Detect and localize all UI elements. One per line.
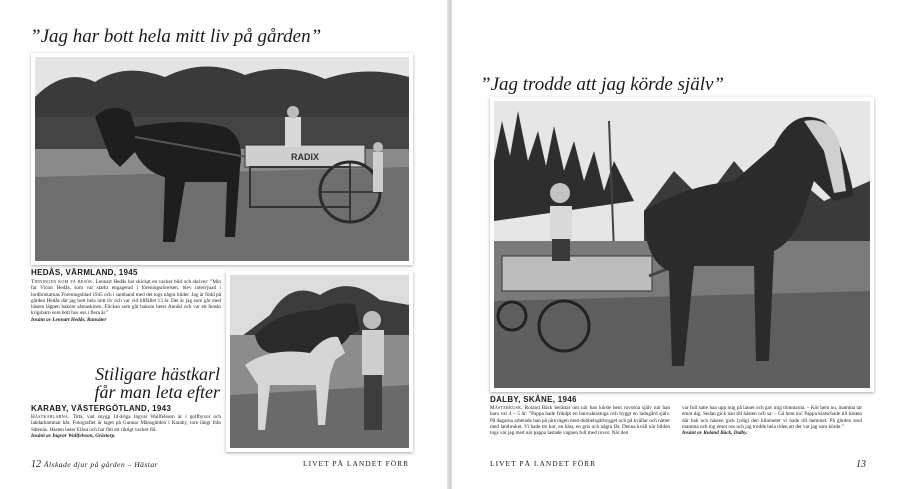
caption1-text: Lennart Hedås har skickat en vacker bild och skriver: ”Min far Victor Hedås, som var starkt engagerad i föreningsrörelsen, blev intervjuad i lordbrukarnas Föreningsblad 1945 och i samband med det togs några bilder. Jag är född på gården Hedås där jag bott hela mitt liv och var vid tillfället 13 år. Det är jag som går med hästen läppen bakom såmaskinen. Flickan som går bakom heter Annikl och var ett fenskt krigsbarn som bott hos oss i flera år.”: [31, 279, 221, 317]
caption2-credit: Insänt av Ingvar Wallfelsson, Grästorp.: [31, 432, 116, 439]
left-page-number: 12: [31, 459, 41, 470]
subhead-line2: får man leta efter: [94, 382, 220, 402]
right-caption-text1: Roland Bäck berättar om när han körde hem rovorna själv när han bara var 4 – 5 år: ”Pappa hade frikdpt en banvaktsstuga och byggt en ladugård själv. På dagarna arbetade han på järnvägen med dubbelspårbygget och på kvällar och nätter med lantbruket. Vi hade tre kor, en häst, en gris och några får. Denna kväll när bilden togs var jag med när pappa lastade vagnen full med rovor. När den: [490, 405, 670, 437]
subhead: [50, 365, 220, 401]
photo-boy-cart-horse: [490, 97, 874, 392]
right-caption-lead: Mästerkusk.: [490, 405, 523, 411]
seed-drill-photo-image: [35, 57, 409, 261]
right-caption-col1: [490, 405, 670, 436]
left-page: [0, 0, 448, 489]
left-series-title: Älskade djur på gården – Hästar: [43, 460, 159, 469]
caption1-title: HEDÅS, VÄRMLAND, 1945: [31, 268, 138, 277]
left-headline: ”Jag har bott hela mitt liv på gården”: [30, 26, 322, 47]
subhead-line1: Stiligare hästkarl: [95, 364, 220, 384]
caption1-lead: Tidningen kom på besök.: [31, 279, 95, 285]
right-page-number: 13: [856, 459, 866, 470]
left-footer-magazine: LIVET PÅ LANDET FÖRR: [303, 459, 410, 468]
photo-boy-horse-foal: [226, 271, 413, 452]
photo-horse-seed-drill: [31, 53, 413, 265]
machine-label: RADIX: [290, 152, 320, 162]
caption1-body: [31, 279, 221, 323]
left-footer-left: [31, 459, 158, 470]
right-headline: ”Jag trodde att jag körde själv”: [480, 74, 724, 95]
caption1-credit: Insänt av Lennart Hedås, Ransäter: [31, 316, 107, 323]
right-caption-credit: Insänt av Roland Bäck, Dalby.: [682, 430, 748, 437]
caption2-text: Titta, vad snygg 14-åriga Ingvar Wallfelsson är i golfbyxor och lakdarkammat hår. Fotografiet är taget på Gunnar Månsgården i Karaby, lore längt från Såtenäs. Hästen heter Elåsa och har fått ett riktigt vacker föl.: [31, 414, 221, 433]
right-caption-col2: [682, 405, 862, 436]
caption2-body: [31, 414, 221, 439]
right-page: [452, 0, 900, 489]
caption2-lead: Hästkarlarna.: [31, 414, 70, 420]
cart-photo-image: [494, 101, 870, 388]
caption2-title: KARABY, VÄSTERGÖTLAND, 1943: [31, 404, 172, 413]
right-caption-title: DALBY, SKÅNE, 1946: [490, 395, 577, 404]
right-footer-magazine: LIVET PÅ LANDET FÖRR: [490, 459, 597, 468]
right-caption-text2: var full satte han upp mig på lasset och gav mig tömmarna. – Kör hem nu, mamma tar emot dig. Sedan gick han till hästen och sa: – Gå hem nu! Pappa klatschade till hästen där bak och hästen gick lydigt den kilometer vi hade till hemmet. På gården stod mamma och tog emot oss och jag trodde hela tiden att det var jag som körde.”: [682, 405, 862, 430]
foal-photo-image: [230, 275, 409, 448]
